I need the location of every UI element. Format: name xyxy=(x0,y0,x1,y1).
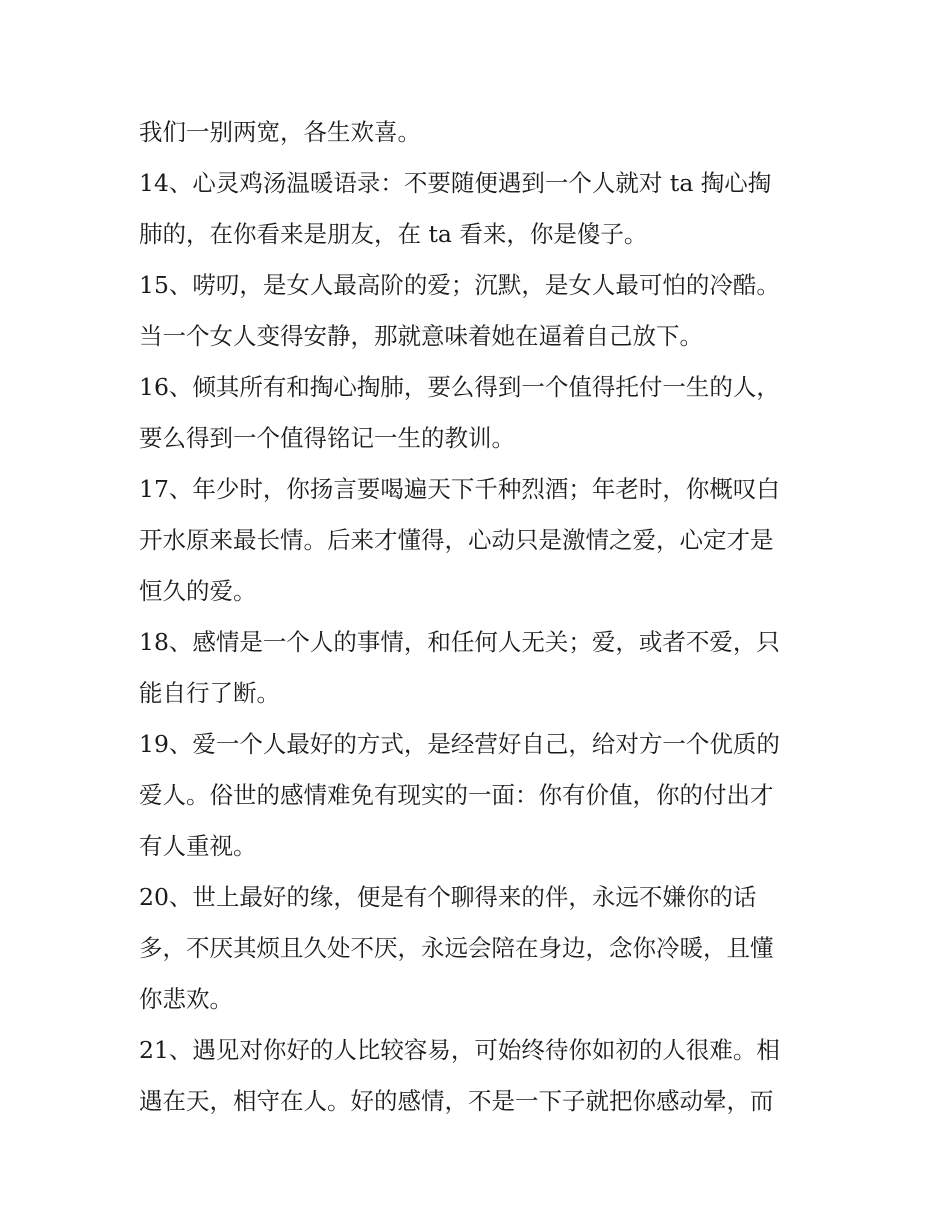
text-line: 多，不厌其烦且久处不厌，永远会陪在身边，念你冷暖，且懂 xyxy=(139,934,774,962)
text-line: 要么得到一个值得铭记一生的教训。 xyxy=(139,424,515,452)
text-line: 你悲欢。 xyxy=(139,985,233,1013)
text-line: 能自行了断。 xyxy=(139,679,280,707)
text-line: 开水原来最长情。后来才懂得，心动只是激情之爱，心定才是 xyxy=(139,526,774,554)
text-line: 爱人。俗世的感情难免有现实的一面：你有价值，你的付出才 xyxy=(139,781,774,809)
text-line: 15、唠叨，是女人最高阶的爱；沉默，是女人最可怕的冷酷。 xyxy=(139,271,780,299)
text-line: 肺的，在你看来是朋友，在 ta 看来，你是傻子。 xyxy=(139,220,648,248)
text-line: 16、倾其所有和掏心掏肺，要么得到一个值得托付一生的人， xyxy=(139,373,780,401)
text-line: 19、爱一个人最好的方式，是经营好自己，给对方一个优质的 xyxy=(139,730,780,758)
text-line: 恒久的爱。 xyxy=(139,577,257,605)
text-line: 遇在天，相守在人。好的感情，不是一下子就把你感动晕，而 xyxy=(139,1087,774,1115)
document-body xyxy=(139,107,814,1127)
text-line: 有人重视。 xyxy=(139,832,257,860)
text-line: 20、世上最好的缘，便是有个聊得来的伴，永远不嫌你的话 xyxy=(139,883,757,911)
text-line: 21、遇见对你好的人比较容易，可始终待你如初的人很难。相 xyxy=(139,1036,780,1064)
text-line: 18、感情是一个人的事情，和任何人无关；爱，或者不爱，只 xyxy=(139,628,780,656)
text-line: 14、心灵鸡汤温暖语录：不要随便遇到一个人就对 ta 掏心掏 xyxy=(139,169,772,197)
text-line: 我们一别两宽，各生欢喜。 xyxy=(139,118,421,146)
text-line: 当一个女人变得安静，那就意味着她在逼着自己放下。 xyxy=(139,322,703,350)
text-line: 17、年少时，你扬言要喝遍天下千种烈酒；年老时，你概叹白 xyxy=(139,475,780,503)
